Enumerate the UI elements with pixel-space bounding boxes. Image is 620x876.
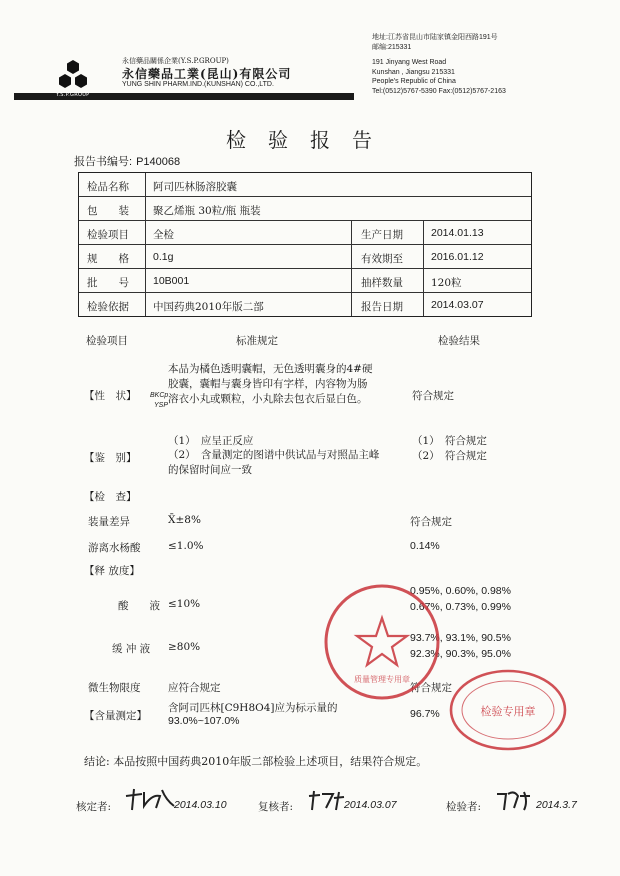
- acid-standard: ≤10%: [168, 598, 201, 610]
- package-label: 包 装: [87, 205, 129, 217]
- basis-value: 中国药典2010年版二部: [153, 301, 264, 313]
- identification-standard-1: （1） 应呈正反应: [168, 435, 254, 447]
- reviewer-signature: [306, 788, 346, 814]
- buffer-standard: ≥80%: [168, 641, 201, 653]
- oval-stamp: [448, 668, 568, 752]
- free-salicylic-standard: ≤1.0%: [168, 540, 204, 552]
- buffer-result-line: 92.3%, 90.3%, 95.0%: [410, 648, 511, 660]
- company-group-name: 永信藥品關係企業(Y.S.P.GROUP): [122, 57, 229, 65]
- checker-label: 核定者:: [76, 801, 112, 813]
- buffer-label: 缓 冲 液: [112, 643, 151, 655]
- product-info-table: [78, 172, 532, 317]
- company-name-en: YUNG SHIN PHARM.IND.(KUNSHAN) CO.,LTD.: [122, 81, 274, 88]
- spec-value: 0.1g: [153, 251, 174, 263]
- production-date-value: 2014.01.13: [431, 227, 484, 239]
- conclusion: 结论: 本品按照中国药典2010年版二部检验上述项目，结果符合规定。: [84, 755, 428, 768]
- microbial-standard: 应符合规定: [168, 682, 221, 694]
- free-salicylic-label: 游离水杨酸: [88, 542, 141, 554]
- report-number: [74, 153, 180, 169]
- basis-label: 检验依据: [87, 301, 129, 313]
- spec-label: 规 格: [87, 253, 129, 265]
- acid-result-line: 0.95%, 0.60%, 0.98%: [410, 585, 511, 597]
- loading-variation-standard: X̄±8%: [168, 514, 201, 526]
- address-line: People's Republic of China: [372, 78, 456, 86]
- batch-label: 批 号: [87, 277, 129, 289]
- test-item-label: 检验项目: [87, 229, 129, 241]
- assay-result: 96.7%: [410, 708, 440, 720]
- group-label: Y.S.P.GROUP: [56, 92, 90, 98]
- report-number-value: P140068: [136, 156, 181, 168]
- address-line: 191 Jinyang West Road: [372, 59, 447, 67]
- free-salicylic-result: 0.14%: [410, 540, 440, 552]
- assay-standard-line: 93.0%~107.0%: [168, 715, 240, 727]
- assay-label: 【含量测定】: [84, 710, 147, 722]
- address-line: 地址:江苏省昆山市陆家镇金阳西路191号: [372, 34, 498, 41]
- batch-value: 10B001: [153, 275, 190, 287]
- loading-variation-result: 符合规定: [410, 516, 452, 528]
- round-stamp: [322, 582, 442, 702]
- test-item-value: 全检: [153, 229, 174, 241]
- identification-result-1: （1） 符合规定: [412, 435, 487, 447]
- appearance-standard: 本品为橘色透明囊帽，无色透明囊身的4#硬胶囊，囊帽与囊身皆印有字样，内容物为肠溶衣小丸或颗粒，小丸除去包衣后显白色。: [168, 363, 373, 405]
- dissolution-label: 【释 放度】: [84, 565, 140, 577]
- microbial-label: 微生物限度: [88, 682, 141, 694]
- package-value: 聚乙烯瓶 30粒/瓶 瓶装: [153, 205, 261, 217]
- header-result: 检验结果: [438, 335, 480, 347]
- imprint-body: YSP: [154, 402, 169, 409]
- company-address: [372, 33, 506, 97]
- examination-label: 【检 查】: [84, 491, 137, 503]
- product-name-label: 检品名称: [87, 181, 129, 193]
- expiry-label: 有效期至: [361, 253, 403, 265]
- production-date-label: 生产日期: [361, 229, 403, 241]
- header-test-item: 检验项目: [86, 335, 128, 347]
- report-date-value: 2014.03.07: [431, 299, 484, 311]
- reviewer-date: 2014.03.07: [344, 799, 397, 811]
- sample-qty-value: 120粒: [431, 277, 462, 289]
- reviewer-label: 复核者:: [258, 801, 294, 813]
- report-number-label: 报告书编号:: [74, 156, 133, 168]
- address-line: 邮编:215331: [372, 43, 412, 51]
- inspector-signature: [494, 788, 534, 814]
- imprint-cap: BKCp: [150, 392, 169, 399]
- inspector-label: 检验者:: [446, 801, 482, 813]
- appearance-label: 【性 状】: [84, 390, 137, 402]
- buffer-result-line: 93.7%, 93.1%, 90.5%: [410, 632, 511, 644]
- svg-text:质量管理专用章: 质量管理专用章: [354, 675, 410, 684]
- acid-label: 酸 液: [118, 600, 160, 612]
- company-logo: [54, 58, 92, 94]
- sample-qty-label: 抽样数量: [361, 277, 403, 289]
- report-title: 检验报告: [226, 128, 394, 152]
- identification-result-2: （2） 符合规定: [412, 450, 487, 462]
- appearance-result: 符合规定: [412, 390, 454, 402]
- inspector-date: 2014.3.7: [536, 799, 577, 811]
- group-bar: [14, 93, 354, 100]
- product-name-value: 阿司匹林肠溶胶囊: [153, 181, 237, 193]
- header-standard: 标准规定: [236, 335, 278, 347]
- checker-signature: [122, 786, 178, 816]
- loading-variation-label: 装量差异: [88, 516, 130, 528]
- company-name-cn: 永信藥品工業(昆山)有限公司: [122, 67, 292, 81]
- expiry-value: 2016.01.12: [431, 251, 484, 263]
- identification-standard-2: （2） 含量测定的图谱中供试品与对照品主峰的保留时间应一致: [168, 449, 380, 476]
- checker-date: 2014.03.10: [174, 799, 227, 811]
- address-line: Tel:(0512)5767-5390 Fax:(0512)5767-2163: [372, 87, 506, 95]
- address-line: Kunshan , Jiangsu 215331: [372, 68, 455, 76]
- acid-result-line: 0.67%, 0.73%, 0.99%: [410, 601, 511, 613]
- identification-label: 【鉴 别】: [84, 452, 137, 464]
- report-date-label: 报告日期: [361, 301, 403, 313]
- svg-text:检验专用章: 检验专用章: [480, 705, 536, 718]
- assay-standard-line: 含阿司匹林[C9H8O4]应为标示量的: [168, 702, 338, 714]
- microbial-result: 符合规定: [410, 682, 452, 694]
